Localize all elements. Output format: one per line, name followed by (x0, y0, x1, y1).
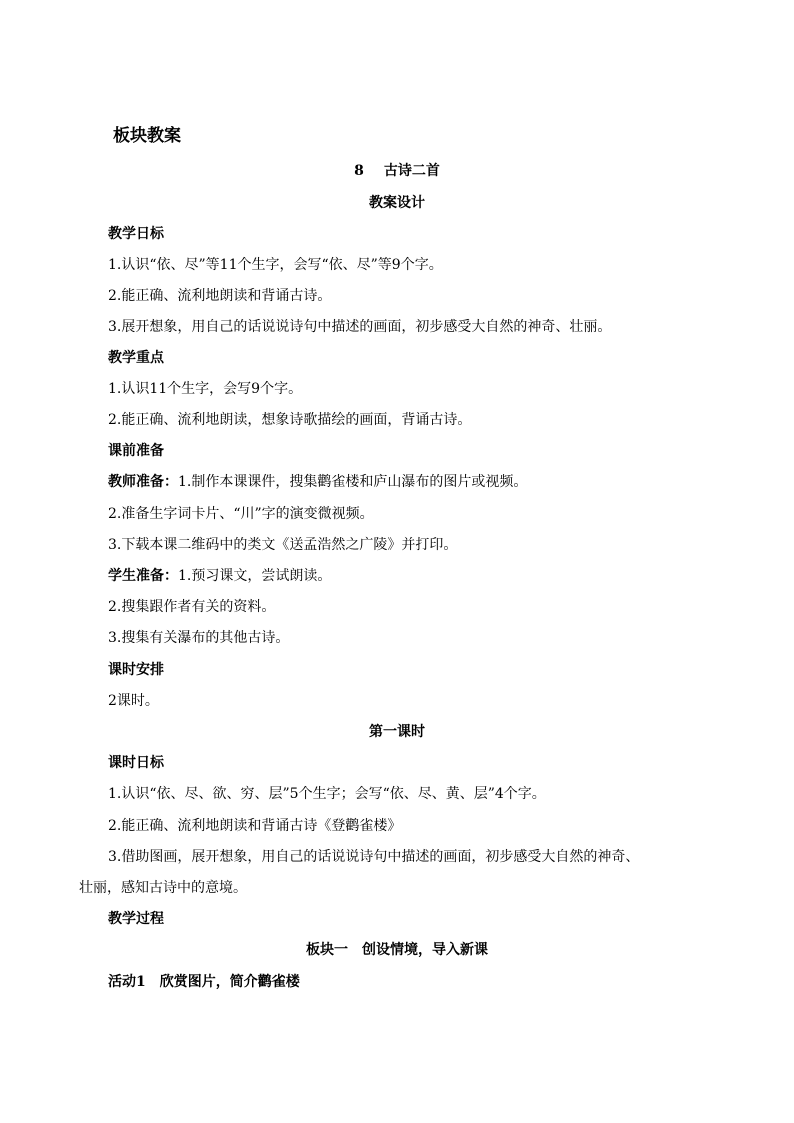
teacher-prep-item: 3.下载本课二维码中的类文《送孟浩然之广陵》并打印。 (108, 537, 458, 553)
lesson-goal-item-continued: 壮丽，感知古诗中的意境。 (79, 880, 247, 896)
teacher-prep-line (108, 472, 527, 492)
student-prep-item: 2.搜集跟作者有关的资料。 (108, 599, 276, 615)
block1-title: 板块一 创设情境，导入新课 (306, 942, 488, 958)
design-title: 教案设计 (369, 195, 425, 211)
teacher-prep-item: 1.制作本课课件，搜集鹳雀楼和庐山瀑布的图片或视频。 (178, 474, 528, 490)
student-prep-item: 1.预习课文，尝试朗读。 (178, 568, 332, 584)
schedule-title: 课时安排 (108, 662, 164, 678)
lesson-title-text: 古诗二首 (383, 163, 440, 179)
student-prep-item: 3.搜集有关瀑布的其他古诗。 (108, 630, 290, 646)
student-prep-line (108, 566, 331, 586)
activity1-title: 活动1 欣赏图片，简介鹳雀楼 (108, 974, 300, 990)
teacher-prep-item: 2.准备生字词卡片、“川”字的演变微视频。 (108, 506, 374, 522)
teacher-prep-label: 教师准备： (108, 474, 178, 490)
key-point-item: 2.能正确、流利地朗读，想象诗歌描绘的画面，背诵古诗。 (108, 412, 472, 428)
process-title: 教学过程 (108, 911, 164, 927)
key-points-title: 教学重点 (108, 350, 164, 366)
lesson-goal-item: 1.认识“依、尽、欲、穷、层”5个生字；会写“依、尽、黄、层”4个字。 (108, 786, 546, 802)
lesson-goal-item: 3.借助图画，展开想象，用自己的话说说诗句中描述的画面，初步感受大自然的神奇、 (108, 849, 640, 865)
student-prep-label: 学生准备： (108, 568, 178, 584)
prep-title: 课前准备 (108, 443, 164, 459)
schedule-text: 2课时。 (108, 693, 159, 709)
section-heading: 板块教案 (113, 126, 181, 146)
goals-title: 教学日标 (108, 226, 164, 242)
lesson-title (0, 161, 794, 181)
goal-item: 2.能正确、流利地朗读和背诵古诗。 (108, 288, 332, 304)
lesson-goal-item: 2.能正确、流利地朗读和背诵古诗《登鹳雀楼》 (108, 818, 402, 834)
lesson-goals-title: 课时日标 (108, 755, 164, 771)
key-point-item: 1.认识11个生字，会写9个字。 (108, 381, 303, 397)
goal-item: 3.展开想象，用自己的话说说诗句中描述的画面，初步感受大自然的神奇、壮丽。 (108, 319, 612, 335)
first-lesson-title: 第一课时 (369, 724, 425, 740)
lesson-number: 8 (354, 163, 364, 179)
goal-item: 1.认识“依、尽”等11个生字，会写“依、尽”等9个字。 (108, 257, 443, 273)
